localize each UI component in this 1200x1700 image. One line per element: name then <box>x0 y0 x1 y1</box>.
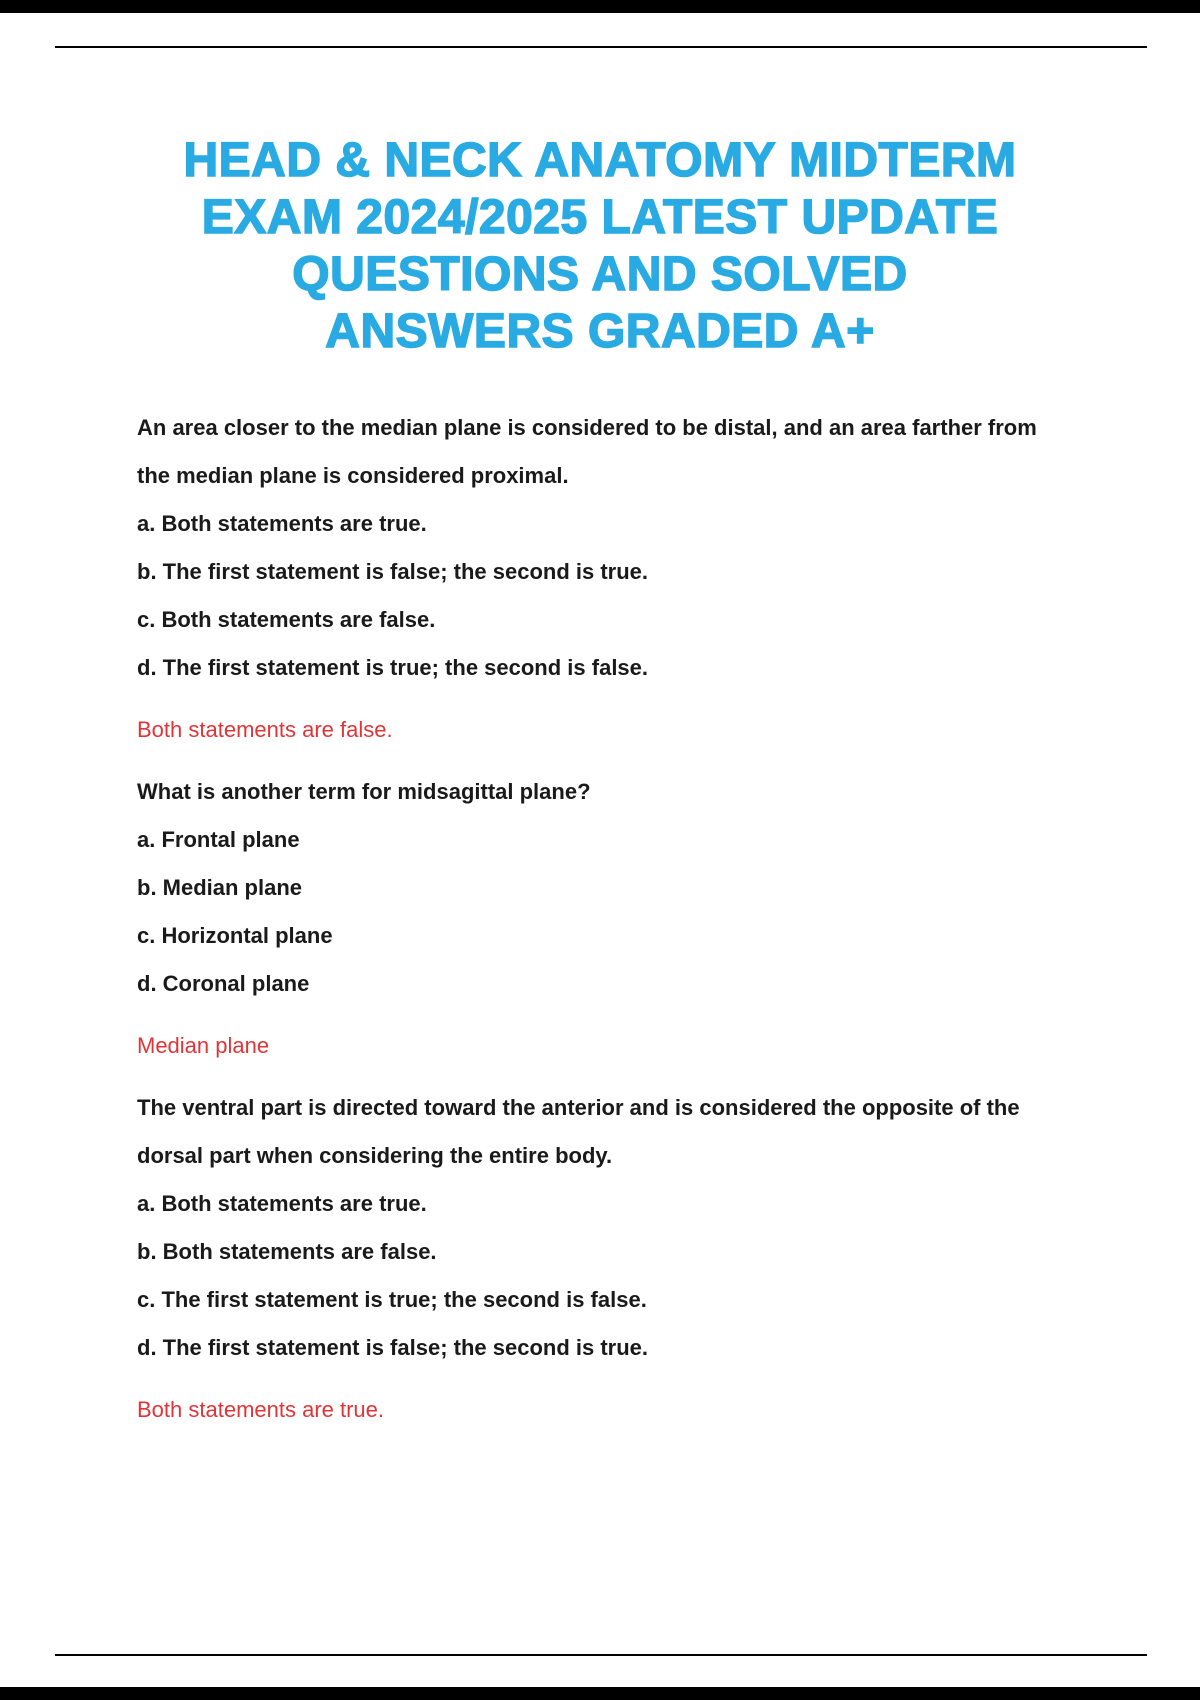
question-option-a: a. Both statements are true. <box>137 511 427 536</box>
questions-content <box>0 404 1200 1434</box>
question-option-c: c. The first statement is true; the second is false. <box>137 1287 647 1312</box>
question-text: What is another term for midsagittal plane? <box>137 779 591 804</box>
question-option-d: d. Coronal plane <box>137 971 310 996</box>
title-line-2: EXAM 2024/2025 LATEST UPDATE <box>201 191 999 244</box>
question-answer: Both statements are true. <box>137 1397 385 1422</box>
question-text: An area closer to the median plane is considered to be distal, and an area farther from the median plane is considered proximal. <box>137 415 1037 488</box>
question-option-b: b. Median plane <box>137 875 303 900</box>
question-answer: Median plane <box>137 1033 270 1058</box>
question-text: The ventral part is directed toward the anterior and is considered the opposite of the dorsal part when considering the entire body. <box>137 1095 1020 1168</box>
question-option-c: c. Both statements are false. <box>137 607 436 632</box>
title-line-4: ANSWERS GRADED A+ <box>325 305 875 358</box>
title-line-3: QUESTIONS AND SOLVED <box>292 248 908 301</box>
question-block-3 <box>137 1084 1070 1434</box>
question-answer: Both statements are false. <box>137 717 393 742</box>
question-option-a: a. Both statements are true. <box>137 1191 427 1216</box>
top-edge-bar <box>0 0 1200 13</box>
bottom-rule-line <box>55 1654 1147 1656</box>
question-option-d: d. The first statement is true; the second is false. <box>137 655 649 680</box>
document-title <box>0 132 1200 360</box>
bottom-edge-bar <box>0 1687 1200 1700</box>
title-line-1: HEAD & NECK ANATOMY MIDTERM <box>183 134 1017 187</box>
question-option-d: d. The first statement is false; the second is true. <box>137 1335 649 1360</box>
question-option-b: b. The first statement is false; the second is true. <box>137 559 649 584</box>
question-option-c: c. Horizontal plane <box>137 923 333 948</box>
top-rule-line <box>55 46 1147 48</box>
question-block-1 <box>137 404 1070 754</box>
question-option-a: a. Frontal plane <box>137 827 300 852</box>
question-block-2 <box>137 768 1070 1070</box>
question-option-b: b. Both statements are false. <box>137 1239 437 1264</box>
